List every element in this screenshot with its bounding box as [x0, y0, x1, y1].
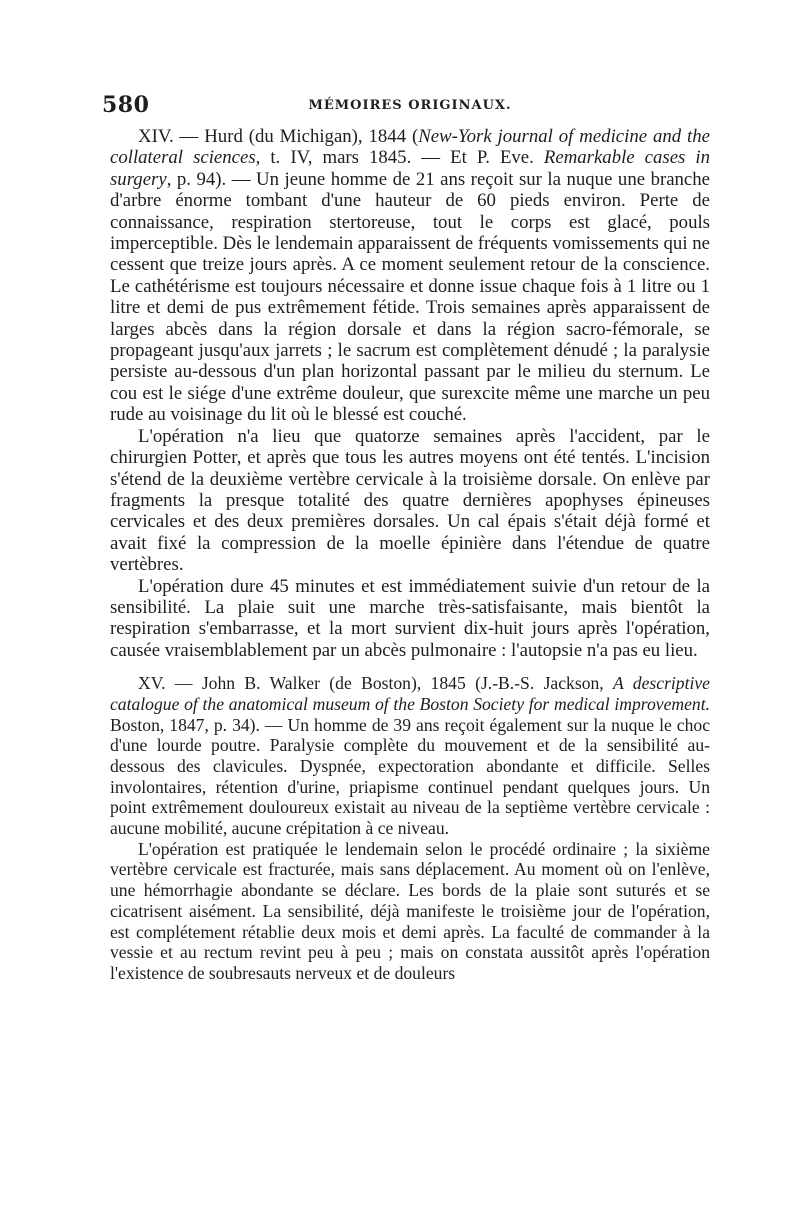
case-xv-catalogue: A descriptive catalogue of the anatomical museum of the Boston Society for medical improvement.: [110, 673, 710, 714]
body-text: [110, 126, 710, 984]
case-xv: [110, 673, 710, 984]
case-separator: [110, 661, 710, 673]
running-head: MÉMOIRES ORIGINAUX.: [308, 98, 512, 113]
case-xiv-heading: XIV. — Hurd (du Michigan), 1844 (: [138, 126, 419, 147]
case-xv-heading: XV. — John B. Walker (de Boston), 1845 (J.-B.-S. Jackson,: [138, 673, 614, 694]
case-xiv-outcome: L'opération dure 45 minutes et est immédiatement suivie d'un retour de la sensibilité. La plaie suit une marche très-satisfaisante, mais bientôt la respiration s'embarrasse, et la mort survient dix-huit jours après l'opération, causée vraisemblablement par un abcès pulmonaire : l'autopsie n'a pas eu lieu.: [110, 575, 710, 661]
case-xiv-source-title: Remarkable cases in surgery: [110, 147, 710, 190]
case-xv-intro: [110, 673, 710, 839]
case-xiv-intro: [110, 126, 710, 426]
case-xiv-description: , p. 94). — Un jeune homme de 21 ans reçoit sur la nuque une branche d'arbre énorme tombant d'une hauteur de 60 pieds environ. Perte de connaissance, respiration stertoreuse, tout le corps est glacé, pouls imperceptible. Dès le lendemain apparaissent de fréquents vomissements qui ne cessent que treize jours après. A ce moment seulement retour de la conscience. Le cathétérisme est toujours nécessaire et donne issue chaque fois à 1 litre ou 1 litre et demi de pus extrêmement fétide. Trois semaines après apparaissent de larges abcès dans la région dorsale et dans la région sacro-fémorale, se propageant jusqu'aux jarrets ; le sacrum est complètement dénudé ; la paralysie persiste au-dessous d'un plan horizontal passant par le milieu du sternum. Le cou est le siége d'une extrême douleur, que surexcite même une marche un peu rude au voisinage du lit où le blessé est couché.: [110, 168, 710, 426]
case-xiv-operation: L'opération n'a lieu que quatorze semaines après l'accident, par le chirurgien Potter, et après que tous les autres moyens ont été tentés. L'incision s'étend de la deuxième vertèbre cervicale à la troisième dorsale. On enlève par fragments la presque totalité des quatre dernières apophyses épineuses cervicales et des deux premières dorsales. Un cal épais s'était déjà formé et avait fixé la compression de la moelle épinière dans l'étendue de quatre vertèbres.: [110, 425, 710, 576]
page-header: [102, 92, 710, 126]
case-xv-description: Boston, 1847, p. 34). — Un homme de 39 ans reçoit également sur la nuque le choc d'une lourde poutre. Paralysie complète du mouvement et de la sensibilité au-dessous des clavicules. Dyspnée, expectoration abondante et difficile. Selles involontaires, rétention d'urine, priapisme continuel pendant quelques jours. Un point extrêmement douloureux existait au niveau de la septième vertèbre cervicale : aucune mobilité, aucune crépitation à ce niveau.: [110, 714, 710, 839]
case-xiv-journal: New-York journal of medicine and the collateral sciences,: [110, 126, 710, 169]
case-xiv-reference: t. IV, mars 1845. — Et P. Eve.: [260, 147, 544, 169]
page-number: 580: [102, 92, 150, 118]
book-page: [102, 92, 710, 984]
case-xv-operation: L'opération est pratiquée le lendemain selon le procédé ordinaire ; la sixième vertèbre cervicale est fracturée, mais sans déplacement. Au moment où on l'enlève, une hémorrhagie abondante se déclare. Les bords de la plaie sont suturés et se cicatrisent aisément. La sensibilité, déjà manifeste le troisième jour de l'opération, est complétement rétablie deux mois et demi après. La faculté de commander à la vessie et au rectum revint peu à peu ; mais on constata aussitôt après l'opération l'existence de soubresauts nerveux et de douleurs: [110, 838, 710, 983]
